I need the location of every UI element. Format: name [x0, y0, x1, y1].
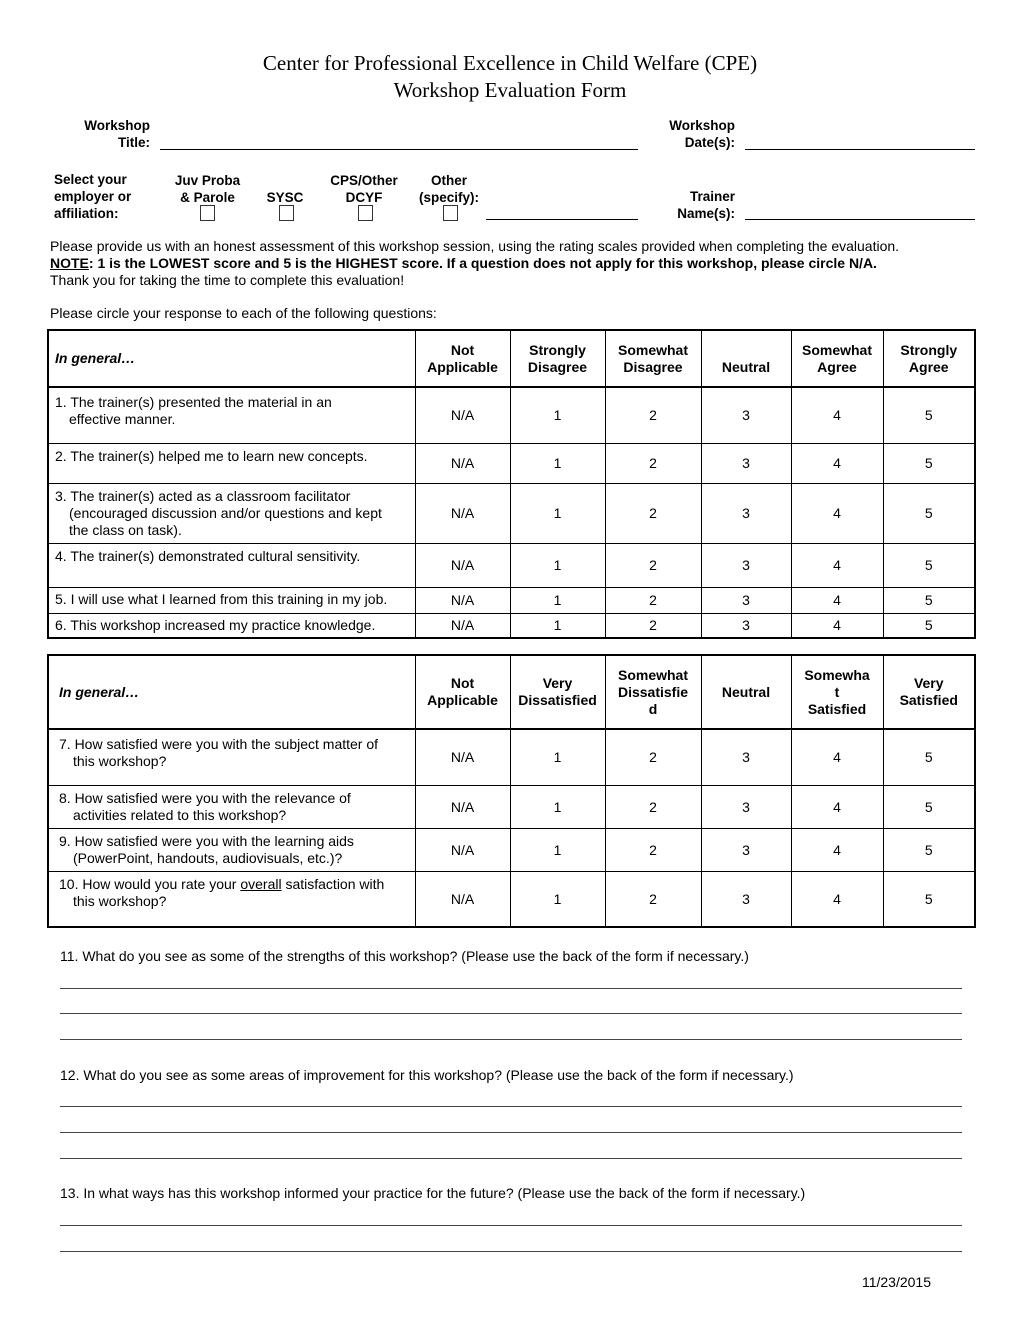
- answer-line-11-3[interactable]: [60, 1039, 962, 1040]
- table-row: [48, 828, 975, 871]
- rating-1[interactable]: 1: [510, 443, 605, 483]
- rating-1[interactable]: 1: [510, 587, 605, 613]
- workshop-dates-label-line1: Workshop: [669, 118, 735, 133]
- rating-4[interactable]: 4: [791, 828, 883, 871]
- affiliation-label-line2: employer or: [54, 189, 132, 204]
- affiliation-option-cps-line1: CPS/Other: [330, 173, 398, 188]
- note-label: NOTE: [50, 255, 89, 271]
- rating-4[interactable]: 4: [791, 729, 883, 785]
- rating-4[interactable]: 4: [791, 483, 883, 543]
- table-header-row: [48, 330, 975, 387]
- trainer-label-line1: Trainer: [689, 189, 735, 204]
- rating-na[interactable]: N/A: [415, 871, 510, 927]
- workshop-dates-label: [640, 117, 735, 151]
- rating-2[interactable]: 2: [605, 543, 701, 587]
- instructions-note: [50, 255, 980, 272]
- instructions-line3: Thank you for taking the time to complete this evaluation!: [50, 272, 405, 288]
- rating-5[interactable]: 5: [883, 828, 975, 871]
- rating-2[interactable]: 2: [605, 785, 701, 828]
- workshop-dates-label-line2: Date(s):: [684, 135, 735, 150]
- affiliation-label: [54, 171, 164, 222]
- answer-line-13-1[interactable]: [60, 1225, 962, 1226]
- rating-1[interactable]: 1: [510, 785, 605, 828]
- rating-2[interactable]: 2: [605, 613, 701, 638]
- affiliation-checkbox-cps[interactable]: [358, 205, 373, 221]
- question-7: 7. How satisfied were you with the subject matter of this workshop?: [48, 729, 415, 785]
- answer-line-12-3[interactable]: [60, 1158, 962, 1159]
- rating-2[interactable]: 2: [605, 828, 701, 871]
- workshop-title-label-line2: Title:: [117, 135, 150, 150]
- agreement-table: [47, 329, 976, 639]
- rating-3[interactable]: 3: [701, 443, 791, 483]
- question-10: 10. How would you rate your overall satisfaction with this workshop?: [48, 871, 415, 927]
- affiliation-option-juv-line2: & Parole: [180, 190, 235, 205]
- form-title: Center for Professional Excellence in Child Welfare (CPE): [262, 51, 758, 75]
- table-header-row: [48, 655, 975, 729]
- trainer-names-field[interactable]: [745, 219, 975, 220]
- rating-4[interactable]: 4: [791, 387, 883, 443]
- affiliation-checkbox-juv[interactable]: [200, 205, 215, 221]
- rating-na[interactable]: N/A: [415, 443, 510, 483]
- question-3: 3. The trainer(s) acted as a classroom facilitator (encouraged discussion and/or questions and kept the class on task).: [48, 483, 415, 543]
- overall-emphasis: overall: [240, 875, 282, 892]
- table-row: [48, 613, 975, 638]
- rating-4[interactable]: 4: [791, 785, 883, 828]
- table-row: [48, 729, 975, 785]
- answer-line-12-1[interactable]: [60, 1106, 962, 1107]
- table-row: [48, 543, 975, 587]
- affiliation-option-juv-label: [160, 172, 255, 206]
- affiliation-option-other-label: [408, 172, 490, 206]
- rating-na[interactable]: N/A: [415, 483, 510, 543]
- rating-1[interactable]: 1: [510, 613, 605, 638]
- question-8: 8. How satisfied were you with the relevance of activities related to this workshop?: [48, 785, 415, 828]
- rating-1[interactable]: 1: [510, 543, 605, 587]
- rating-1[interactable]: 1: [510, 483, 605, 543]
- affiliation-option-cps-line2: DCYF: [345, 190, 383, 205]
- rating-3[interactable]: 3: [701, 871, 791, 927]
- rating-5[interactable]: 5: [883, 483, 975, 543]
- note-text: : 1 is the LOWEST score and 5 is the HIGHEST score. If a question does not apply for this workshop, please circle N/A.: [88, 255, 877, 271]
- rating-5[interactable]: 5: [883, 729, 975, 785]
- rating-na[interactable]: N/A: [415, 785, 510, 828]
- rating-na[interactable]: N/A: [415, 828, 510, 871]
- column-header-somewhat-agree: Somewhat Agree: [791, 330, 883, 387]
- affiliation-option-other-line1: Other: [430, 173, 467, 188]
- rating-1[interactable]: 1: [510, 729, 605, 785]
- rating-1[interactable]: 1: [510, 828, 605, 871]
- column-header-neutral: Neutral: [701, 655, 791, 729]
- open-question-12: 12. What do you see as some areas of improvement for this workshop? (Please use the back of the form if necessary.): [60, 1067, 794, 1083]
- affiliation-label-line1: Select your: [54, 172, 127, 187]
- question-5: 5. I will use what I learned from this training in my job.: [48, 587, 415, 613]
- footer-date: 11/23/2015: [861, 1274, 931, 1290]
- table-row: [48, 587, 975, 613]
- rating-4[interactable]: 4: [791, 543, 883, 587]
- column-header-somewhat-satisfied: Somewha t Satisfied: [791, 655, 883, 729]
- answer-line-13-2[interactable]: [60, 1251, 962, 1252]
- column-header-somewhat-disagree: Somewhat Disagree: [605, 330, 701, 387]
- question-1: 1. The trainer(s) presented the material in an effective manner.: [48, 387, 415, 443]
- column-header-very-satisfied: Very Satisfied: [883, 655, 975, 729]
- rating-5[interactable]: 5: [883, 587, 975, 613]
- instructions: [50, 238, 980, 289]
- table-row: [48, 387, 975, 443]
- rating-2[interactable]: 2: [605, 483, 701, 543]
- affiliation-checkbox-sysc[interactable]: [279, 205, 294, 221]
- rating-na[interactable]: N/A: [415, 613, 510, 638]
- rating-5[interactable]: 5: [883, 543, 975, 587]
- rating-3[interactable]: 3: [701, 613, 791, 638]
- column-header-neutral: Neutral: [701, 330, 791, 387]
- circle-prompt: Please circle your response to each of the following questions:: [50, 305, 437, 321]
- workshop-title-field[interactable]: [160, 149, 638, 150]
- other-specify-field[interactable]: [486, 219, 638, 220]
- rating-na[interactable]: N/A: [415, 587, 510, 613]
- rating-4[interactable]: 4: [791, 587, 883, 613]
- rating-na[interactable]: N/A: [415, 387, 510, 443]
- affiliation-option-juv-line1: Juv Proba: [174, 173, 241, 188]
- column-header-very-dissatisfied: Very Dissatisfied: [510, 655, 605, 729]
- rating-5[interactable]: 5: [883, 387, 975, 443]
- rating-5[interactable]: 5: [883, 871, 975, 927]
- rating-2[interactable]: 2: [605, 587, 701, 613]
- affiliation-checkbox-other[interactable]: [443, 205, 458, 221]
- question-9: 9. How satisfied were you with the learning aids (PowerPoint, handouts, audiovisuals, etc.)?: [48, 828, 415, 871]
- table-row: [48, 443, 975, 483]
- workshop-title-label: [60, 117, 150, 151]
- satisfaction-table: [47, 654, 976, 928]
- rating-1[interactable]: 1: [510, 387, 605, 443]
- affiliation-option-sysc-line2: SYSC: [266, 190, 304, 205]
- question-2: 2. The trainer(s) helped me to learn new concepts.: [48, 443, 415, 483]
- workshop-title-label-line1: Workshop: [84, 118, 150, 133]
- affiliation-label-line3: affiliation:: [54, 206, 119, 221]
- open-question-13: 13. In what ways has this workshop informed your practice for the future? (Please use the back of the form if necessary.): [60, 1185, 806, 1201]
- rating-5[interactable]: 5: [883, 613, 975, 638]
- question-4: 4. The trainer(s) demonstrated cultural sensitivity.: [48, 543, 415, 587]
- workshop-dates-field[interactable]: [745, 149, 975, 150]
- rating-3[interactable]: 3: [701, 729, 791, 785]
- column-header-not-applicable: Not Applicable: [415, 655, 510, 729]
- rating-1[interactable]: 1: [510, 871, 605, 927]
- column-header-strongly-agree: Strongly Agree: [883, 330, 975, 387]
- rating-3[interactable]: 3: [701, 387, 791, 443]
- rating-3[interactable]: 3: [701, 587, 791, 613]
- affiliation-option-sysc-line1: [245, 172, 325, 189]
- form-subtitle: Workshop Evaluation Form: [393, 78, 627, 102]
- column-header-not-applicable: Not Applicable: [415, 330, 510, 387]
- rating-3[interactable]: 3: [701, 483, 791, 543]
- rating-4[interactable]: 4: [791, 443, 883, 483]
- trainer-label: [640, 188, 735, 222]
- rating-4[interactable]: 4: [791, 613, 883, 638]
- affiliation-option-sysc-label: [245, 172, 325, 206]
- column-header-question: In general…: [48, 330, 415, 387]
- column-header-strongly-disagree: Strongly Disagree: [510, 330, 605, 387]
- rating-4[interactable]: 4: [791, 871, 883, 927]
- affiliation-option-cps-label: [318, 172, 410, 206]
- answer-line-11-2[interactable]: [60, 1013, 962, 1014]
- rating-na[interactable]: N/A: [415, 729, 510, 785]
- question-6: 6. This workshop increased my practice knowledge.: [48, 613, 415, 638]
- answer-line-11-1[interactable]: [60, 988, 962, 989]
- open-question-11: 11. What do you see as some of the strengths of this workshop? (Please use the back of the form if necessary.): [60, 948, 749, 964]
- affiliation-option-other-line2: (specify):: [418, 190, 479, 205]
- table-row: [48, 871, 975, 927]
- answer-line-12-2[interactable]: [60, 1132, 962, 1133]
- table-row: [48, 483, 975, 543]
- column-header-somewhat-dissatisfied: Somewhat Dissatisfie d: [605, 655, 701, 729]
- rating-2[interactable]: 2: [605, 871, 701, 927]
- rating-na[interactable]: N/A: [415, 543, 510, 587]
- rating-5[interactable]: 5: [883, 785, 975, 828]
- table-row: [48, 785, 975, 828]
- trainer-label-line2: Name(s):: [677, 206, 735, 221]
- rating-2[interactable]: 2: [605, 443, 701, 483]
- rating-3[interactable]: 3: [701, 785, 791, 828]
- rating-3[interactable]: 3: [701, 828, 791, 871]
- instructions-line1: Please provide us with an honest assessment of this workshop session, using the rating scales provided when completing the evaluation.: [50, 238, 900, 254]
- rating-5[interactable]: 5: [883, 443, 975, 483]
- rating-2[interactable]: 2: [605, 387, 701, 443]
- rating-3[interactable]: 3: [701, 543, 791, 587]
- rating-2[interactable]: 2: [605, 729, 701, 785]
- column-header-question: In general…: [48, 655, 415, 729]
